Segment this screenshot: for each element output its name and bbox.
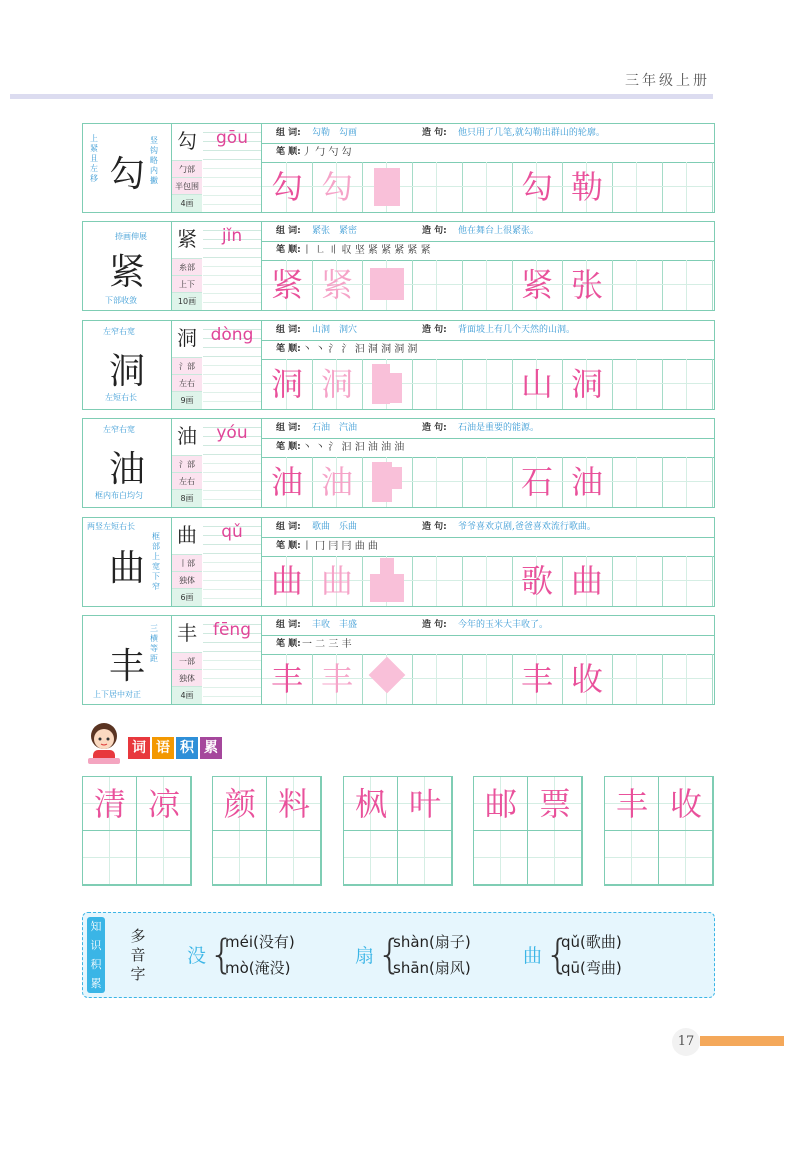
page-number: 17 [672,1028,700,1056]
heading-char: 音 [130,946,146,964]
char-block [82,320,715,410]
writing-tip: 三横等距 [150,624,158,663]
stroke-order-row [262,438,714,458]
words-label: 组 词: [276,226,301,236]
practice-cell[interactable] [662,162,713,212]
header-divider [10,94,713,99]
stroke-order: 丶 丶 氵 氵 汩 洞 洞 洞 洞 [302,344,418,355]
pinyin: fēng [203,616,261,652]
stroke-hint-shape [369,657,406,694]
sentence: 他只用了几笔,就勾勒出群山的轮廓。 [458,128,605,138]
radical: 氵部 [172,357,202,375]
model-panel [83,616,172,704]
practice-cell[interactable] [662,556,713,606]
reading-1: shàn(扇子) [393,933,471,951]
stroke-hint-shape [390,467,402,489]
practice-cell[interactable] [412,654,463,704]
polyphone-char: 没 [187,945,207,967]
sentence: 背面坡上有几个天然的山洞。 [458,325,576,335]
practice-cell[interactable] [362,260,413,310]
practice-char: 张 [570,266,603,304]
sentence: 爷爷喜欢京剧,爸爸喜欢流行歌曲。 [458,522,596,532]
practice-char: 勾 [270,168,303,206]
pinyin: qǔ [203,518,261,554]
vocab-char: 收 [669,785,702,823]
practice-cell[interactable] [662,260,713,310]
word-row [262,419,714,439]
vocab-word-grid [343,776,453,886]
structure: 半包围 [172,177,202,195]
sentence-label: 造 句: [422,620,447,630]
writing-tip: 下部收敛 [105,296,137,305]
page-footer-bar [700,1036,784,1046]
practice-cell[interactable] [512,260,563,310]
stroke-count: 8画 [172,489,202,507]
vocab-cell[interactable] [344,777,398,831]
practice-cell[interactable] [362,556,413,606]
practice-char: 油 [270,463,303,501]
model-char: 勾 [109,154,146,195]
strokes-label: 笔 顺: [276,541,301,551]
practice-cell[interactable] [662,457,713,507]
vocab-cell[interactable] [213,831,267,885]
vocab-title-char: 语 [152,737,174,759]
practice-char: 丰 [320,660,353,698]
sentence-label: 造 句: [422,423,447,433]
practice-char: 歌 [520,562,553,600]
char-label: 紧 [172,222,202,259]
practice-char: 紧 [320,266,353,304]
practice-cell[interactable] [262,359,313,409]
stroke-count: 4画 [172,686,202,704]
practice-char: 洞 [270,365,303,403]
practice-cell[interactable] [512,556,563,606]
practice-cell[interactable] [312,556,363,606]
words: 勾勒 勾画 [312,128,358,138]
vocab-cell[interactable] [213,777,267,831]
radical: 一部 [172,652,202,670]
word-row [262,616,714,636]
practice-char: 油 [320,463,353,501]
stroke-order: 一 二 三 丰 [302,639,352,650]
vocab-char: 叶 [408,785,441,823]
vocab-title-char: 累 [200,737,222,759]
vocab-cell[interactable] [605,777,659,831]
practice-cell[interactable] [512,457,563,507]
tag-char: 知 [90,920,102,933]
model-panel [83,222,172,310]
vocab-cell[interactable] [659,777,713,831]
practice-char: 紧 [520,266,553,304]
radical: 氵部 [172,455,202,473]
sentence: 石油是重要的能源。 [458,423,540,433]
writing-tip: 捺画伸展 [115,232,147,241]
structure: 独体 [172,571,202,589]
tag-char: 识 [90,939,102,952]
vocab-char: 票 [538,785,571,823]
practice-char: 勒 [570,168,603,206]
practice-cell[interactable] [462,359,513,409]
model-panel [83,419,172,507]
practice-cell[interactable] [512,162,563,212]
strokes-label: 笔 顺: [276,245,301,255]
writing-tip: 框部上宽下窄 [152,532,160,591]
pinyin: dòng [203,321,261,357]
girl-mascot-icon [84,720,124,766]
polyphone-heading [123,927,153,984]
practice-cell[interactable] [612,654,663,704]
vocab-cell[interactable] [398,831,452,885]
practice-cell[interactable] [262,457,313,507]
stroke-hint-shape [374,168,400,206]
practice-cell[interactable] [512,654,563,704]
polyphone-char: 扇 [355,945,375,967]
stroke-order: 丨 ㇗ 〢 収 坚 紧 紧 紧 紧 紧 [302,245,431,256]
sentence-label: 造 句: [422,325,447,335]
stroke-count: 6画 [172,588,202,606]
pinyin-lines [203,258,261,310]
practice-cell[interactable] [612,457,663,507]
practice-cell[interactable] [562,162,613,212]
pinyin-lines [203,652,261,704]
stroke-order-row [262,537,714,557]
stroke-order-row [262,143,714,163]
radical: 丨部 [172,554,202,572]
words-label: 组 词: [276,522,301,532]
heading-char: 多 [130,927,146,945]
practice-char: 山 [520,365,553,403]
practice-cell[interactable] [262,556,313,606]
vocab-cell[interactable] [83,831,137,885]
pinyin: gōu [203,124,261,160]
practice-cell[interactable] [562,260,613,310]
practice-cell[interactable] [362,654,413,704]
stroke-hint-shape [370,574,404,602]
char-block [82,418,715,508]
model-char: 曲 [109,548,146,589]
stroke-order-row [262,635,714,655]
vocab-cell[interactable] [267,777,321,831]
radical: 糸部 [172,258,202,276]
strokes-label: 笔 顺: [276,639,301,649]
practice-grid [262,457,714,507]
practice-char: 曲 [320,562,353,600]
vocab-cell[interactable] [474,777,528,831]
vocab-cell[interactable] [528,777,582,831]
vocab-cell[interactable] [474,831,528,885]
vocab-cell[interactable] [344,831,398,885]
practice-char: 曲 [270,562,303,600]
strokes-label: 笔 顺: [276,344,301,354]
writing-tip: 左短右长 [105,393,137,402]
practice-cell[interactable] [412,359,463,409]
model-panel [83,518,172,606]
practice-cell[interactable] [312,457,363,507]
reading-2: qū(弯曲) [561,959,622,977]
vocab-word-grid [82,776,192,886]
words: 山洞 洞穴 [312,325,358,335]
char-label: 洞 [172,321,202,358]
model-char: 油 [109,449,146,490]
char-label: 油 [172,419,202,456]
practice-char: 丰 [270,660,303,698]
pinyin-lines [203,160,261,212]
practice-grid [262,359,714,409]
practice-char: 曲 [570,562,603,600]
structure: 左右 [172,374,202,392]
words: 石油 汽油 [312,423,358,433]
practice-cell[interactable] [562,556,613,606]
vocab-cell[interactable] [528,831,582,885]
pinyin-lines [203,357,261,409]
writing-tip: 左窄右宽 [103,327,135,336]
stroke-count: 10画 [172,292,202,310]
tag-char: 积 [90,958,102,971]
vocab-title [128,737,224,761]
sentence-label: 造 句: [422,128,447,138]
practice-cell[interactable] [662,359,713,409]
words-label: 组 词: [276,128,301,138]
char-label: 丰 [172,616,202,653]
writing-tip: 框内布白均匀 [95,491,143,500]
pinyin-lines [203,554,261,606]
practice-grid [262,260,714,310]
stroke-order: 丶 丶 氵 汩 汩 油 油 油 [302,442,405,453]
char-block [82,517,715,607]
structure: 上下 [172,275,202,293]
vocab-word-grid [604,776,714,886]
practice-char: 丰 [520,660,553,698]
writing-tip: 竖钩略内撇 [150,136,158,185]
brace-icon: { [209,932,235,978]
words: 紧张 紧密 [312,226,358,236]
practice-cell[interactable] [412,457,463,507]
practice-cell[interactable] [312,162,363,212]
radical: 勹部 [172,160,202,178]
char-label: 勾 [172,124,202,161]
practice-cell[interactable] [262,260,313,310]
sentence: 他在舞台上很紧张。 [458,226,540,236]
vocab-word-grid [212,776,322,886]
vocab-char: 邮 [484,785,517,823]
vocab-char: 枫 [354,785,387,823]
words-label: 组 词: [276,325,301,335]
vocab-char: 料 [277,785,310,823]
practice-cell[interactable] [312,260,363,310]
practice-cell[interactable] [262,162,313,212]
practice-grid [262,556,714,606]
strokes-label: 笔 顺: [276,147,301,157]
stroke-order-row [262,241,714,261]
practice-cell[interactable] [412,162,463,212]
structure: 独体 [172,669,202,687]
stroke-hint-shape [370,268,404,300]
practice-char: 紧 [270,266,303,304]
practice-cell[interactable] [662,654,713,704]
writing-tip: 左窄右宽 [103,425,135,434]
pinyin-lines [203,455,261,507]
practice-cell[interactable] [362,162,413,212]
pinyin: yóu [203,419,261,455]
char-block [82,221,715,311]
writing-tip: 上下居中对正 [93,690,141,699]
practice-cell[interactable] [612,162,663,212]
practice-char: 收 [570,660,603,698]
vocab-title-char: 积 [176,737,198,759]
strokes-label: 笔 顺: [276,442,301,452]
practice-cell[interactable] [412,260,463,310]
words-label: 组 词: [276,423,301,433]
words: 丰收 丰盛 [312,620,358,630]
polyphone-box [82,912,715,998]
structure: 左右 [172,472,202,490]
vocab-word-grid [473,776,583,886]
practice-cell[interactable] [612,260,663,310]
practice-char: 勾 [320,168,353,206]
practice-cell[interactable] [612,556,663,606]
practice-cell[interactable] [362,359,413,409]
vocab-cell[interactable] [659,831,713,885]
brace-icon: { [377,932,403,978]
vocab-cell[interactable] [83,777,137,831]
practice-cell[interactable] [312,654,363,704]
vocab-char: 凉 [147,785,180,823]
practice-cell[interactable] [412,556,463,606]
model-char: 紧 [109,252,146,293]
word-row [262,518,714,538]
practice-grid [262,654,714,704]
vocab-cell[interactable] [605,831,659,885]
practice-char: 勾 [520,168,553,206]
practice-cell[interactable] [262,654,313,704]
words: 歌曲 乐曲 [312,522,358,532]
practice-cell[interactable] [512,359,563,409]
words-label: 组 词: [276,620,301,630]
practice-cell[interactable] [612,359,663,409]
char-label: 曲 [172,518,202,555]
writing-tip: 两竖左短右长 [87,522,135,531]
practice-cell[interactable] [462,260,513,310]
vocab-char: 丰 [615,785,648,823]
practice-cell[interactable] [562,359,613,409]
vocab-char: 清 [93,785,126,823]
practice-cell[interactable] [312,359,363,409]
practice-cell[interactable] [462,556,513,606]
word-row [262,321,714,341]
vocab-char: 颜 [223,785,256,823]
sentence-label: 造 句: [422,226,447,236]
vocab-cell[interactable] [137,831,191,885]
practice-cell[interactable] [362,457,413,507]
practice-cell[interactable] [562,654,613,704]
stroke-count: 9画 [172,391,202,409]
stroke-order-row [262,340,714,360]
polyphone-char: 曲 [523,945,543,967]
heading-char: 字 [130,965,146,983]
stroke-count: 4画 [172,194,202,212]
practice-grid [262,162,714,212]
pinyin: jǐn [203,222,261,258]
practice-char: 洞 [320,365,353,403]
vocab-cell[interactable] [267,831,321,885]
knowledge-tag [87,917,105,993]
practice-char: 洞 [570,365,603,403]
practice-cell[interactable] [562,457,613,507]
grade-title: 三年级上册 [625,73,710,89]
model-panel [83,321,172,409]
tag-char: 累 [90,977,102,990]
reading-2: mò(淹没) [225,959,291,977]
sentence: 今年的玉米大丰收了。 [458,620,549,630]
writing-tip: 上紧且左移 [90,134,98,183]
practice-char: 石 [520,463,553,501]
reading-1: qǔ(歌曲) [561,933,622,951]
reading-2: shān(扇风) [393,959,471,977]
word-row [262,222,714,242]
vocab-cell[interactable] [137,777,191,831]
sentence-label: 造 句: [422,522,447,532]
vocab-title-char: 词 [128,737,150,759]
char-block [82,615,715,705]
practice-cell[interactable] [462,162,513,212]
vocab-cell[interactable] [398,777,452,831]
practice-char: 油 [570,463,603,501]
stroke-order: 丨 冂 冃 冃 曲 曲 [302,541,378,552]
stroke-hint-shape [372,462,392,502]
reading-1: méi(没有) [225,933,295,951]
model-panel [83,124,172,212]
practice-cell[interactable] [462,654,513,704]
brace-icon: { [545,932,571,978]
char-block [82,123,715,213]
stroke-order: 丿 勹 勺 勾 [302,147,352,158]
practice-cell[interactable] [462,457,513,507]
model-char: 丰 [109,646,146,687]
word-row [262,124,714,144]
stroke-hint-shape [388,373,402,403]
model-char: 洞 [109,351,146,392]
